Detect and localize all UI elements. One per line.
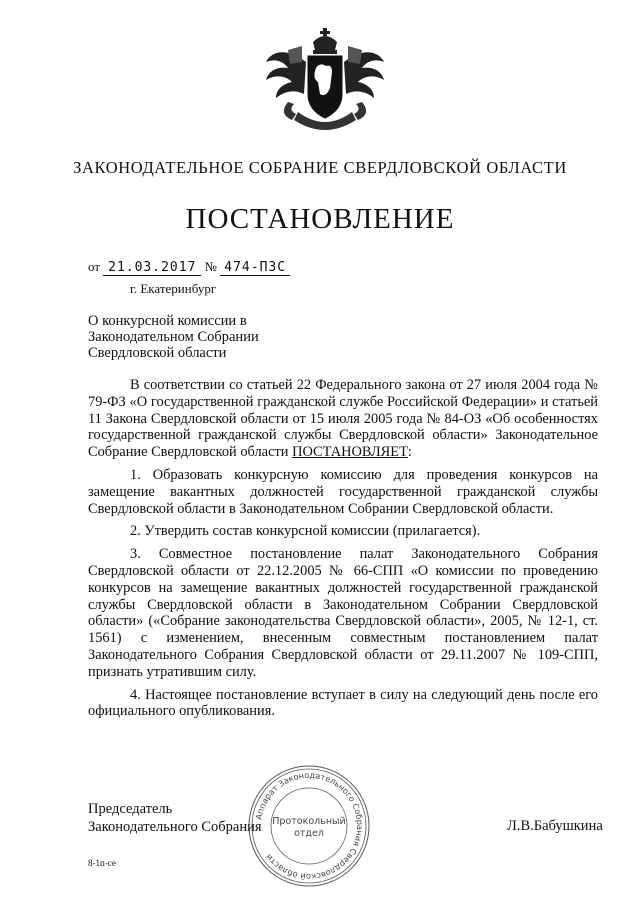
document-date: 21.03.2017 [103,260,201,276]
item-paragraph: 4. Настоящее постановление вступает в силу на следующий день после его официального опубликования. [88,686,598,720]
resolves-word: ПОСТАНОВЛЯЕТ [292,444,408,461]
document-type-title: ПОСТАНОВЛЕНИЕ [185,203,455,235]
organization-name: ЗАКОНОДАТЕЛЬНОЕ СОБРАНИЕ СВЕРДЛОВСКОЙ ОБЛАСТИ [73,158,567,177]
footer-code: 8-1п-се [88,858,116,868]
signatory-name: Л.В.Бабушкина [507,818,603,834]
svg-text:Протокольный: Протокольный [272,816,346,827]
preamble-paragraph [88,377,598,461]
svg-text:отдел: отдел [294,828,324,839]
signatory-title-line: Законодательного Собрания [88,819,262,835]
date-prefix: от [88,259,101,274]
resolves-colon: : [407,444,412,461]
document-subject [88,313,259,361]
document-body [88,377,598,726]
svg-text:Аппарат Законодательного Собра: Аппарат Законодательного Собрания Свердловской области [253,769,366,883]
item-paragraph: 3. Совместное постановление палат Законодательного Собрания Свердловской области от 22.12.2005 № 66-СПП «О комиссии по проведению конкурсов на замещение вакантных должностей государственной гражданской службы Свердловской области в Законодательном Собрании Свердловской области» («Собрание законодательства Свердловской области», 2005, № 12-1, ст. 1561) с изменением, внесенным совместным постановлением палат Законодательного Собрания Свердловской области от 29.11.2007 № 109-СПП, признать утратившим силу. [88,546,598,680]
subject-line: О конкурсной комиссии в [88,313,247,329]
date-number-line [88,259,290,276]
city: г. Екатеринбург [130,281,217,296]
number-prefix: № [204,259,217,274]
item-paragraph: 2. Утвердить состав конкурсной комиссии (прилагается). [130,523,481,540]
subject-line: Свердловской области [88,345,227,361]
signatory-title-line: Председатель [88,801,173,817]
signatory-title [88,800,262,836]
official-stamp [247,764,371,888]
document-number: 474-ПЗС [220,260,290,276]
preamble-text: В соответствии со статьей 22 Федерального закона от 27 июля 2004 года № 79-ФЗ «О государственной гражданской службе Российской Федерации» и статьей 11 Закона Свердловской области от 15 июля 2005 года № 84-ОЗ «Об особенностях государственной гражданской службы Свердловской области» Законодательное Собрание Свердловской области [88,377,598,461]
subject-line: Законодательном Собрании [88,329,259,345]
item-paragraph: 1. Образовать конкурсную комиссию для проведения конкурсов на замещение вакантных должностей государственной гражданской службы Свердловской области в Законодательном Собрании Свердловской области. [88,466,598,517]
coat-of-arms-emblem [258,28,392,140]
